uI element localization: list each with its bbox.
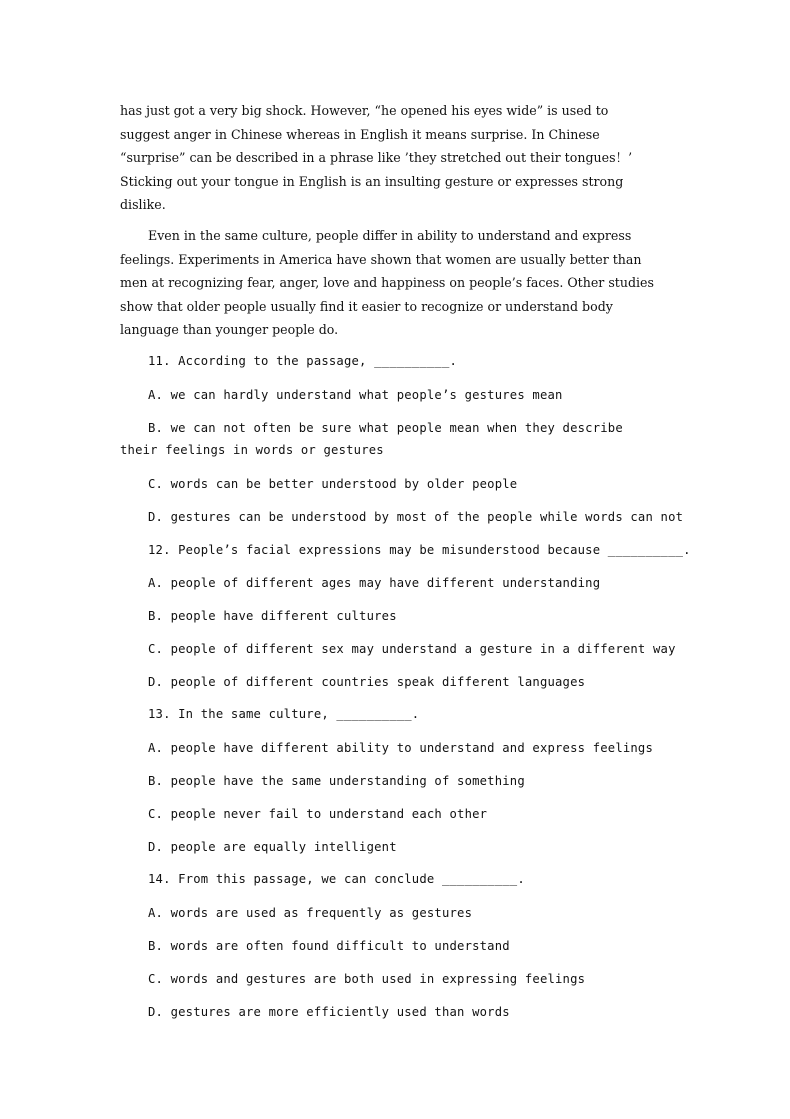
question-12-stem: 12. People’s facial expressions may be misunderstood because __________. <box>148 543 691 557</box>
question-11-option-c: C. words can be better understood by older people <box>148 477 518 491</box>
question-11-option-d: D. gestures can be understood by most of the people while words can not <box>148 510 684 524</box>
question-12-option-b: B. people have different cultures <box>148 609 397 623</box>
question-14-option-c: C. words and gestures are both used in expressing feelings <box>148 972 586 986</box>
question-12-option-d: D. people of different countries speak different languages <box>148 675 586 689</box>
question-11-option-a: A. we can hardly understand what people’s gestures mean <box>148 388 563 402</box>
question-13-stem: 13. In the same culture, __________. <box>148 707 420 721</box>
question-13-option-a: A. people have different ability to understand and express feelings <box>148 741 654 755</box>
passage-paragraph-1: has just got a very big shock. However, “he opened his eyes wide” is used to suggest anger in Chinese whereas in English it means surprise. In Chinese “surprise” can be described in a phrase like ’they stretched out their tongues！’ Sticking out your tongue in English is an insulting gesture or expresses strong dislike. <box>120 103 633 212</box>
question-12-option-a: A. people of different ages may have different understanding <box>148 576 601 590</box>
question-14-option-a: A. words are used as frequently as gestures <box>148 906 473 920</box>
question-11-option-b: B. we can not often be sure what people mean when they describe their feelings in words or gestures <box>120 421 623 457</box>
question-14-option-b: B. words are often found difficult to understand <box>148 939 510 953</box>
question-13-option-b: B. people have the same understanding of something <box>148 774 525 788</box>
question-13-option-c: C. people never fail to understand each other <box>148 807 488 821</box>
question-12-option-c: C. people of different sex may understand a gesture in a different way <box>148 642 676 656</box>
question-14-stem: 14. From this passage, we can conclude __________. <box>148 872 525 886</box>
question-11-stem: 11. According to the passage, __________. <box>148 354 458 368</box>
question-13-option-d: D. people are equally intelligent <box>148 840 397 854</box>
passage-paragraph-2: Even in the same culture, people differ in ability to understand and express feelings. Experiments in America have shown that women are usually better than men at recognizing fear, anger, love and happiness on people’s faces. Other studies show that older people usually find it easier to recognize or understand body language than younger people do. <box>120 228 654 337</box>
question-14-option-d: D. gestures are more efficiently used than words <box>148 1005 510 1019</box>
